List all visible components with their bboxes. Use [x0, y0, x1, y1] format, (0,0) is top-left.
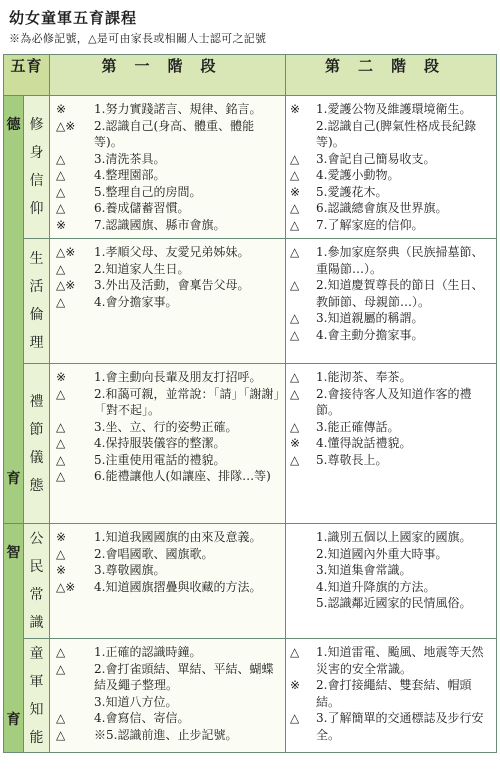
page-title: 幼女童軍五育課程 — [9, 9, 138, 27]
list-item: △ 3.能正確傳話。 — [290, 419, 400, 434]
list-item: 4.知道升降旗的方法。 — [316, 579, 436, 594]
list-item: △ 1.參加家庭祭典（民族掃墓節、重陽節…）。 — [290, 245, 484, 276]
list-item: △ 5.尊敬長上。 — [290, 452, 388, 467]
header-stage-1: 第一階段 — [50, 55, 286, 96]
list-item: △ 2.會打雀頭結、單結、平結、蝴蝶結及繩子整理。 — [56, 661, 274, 692]
list-item: △ 2.知道家人生日。 — [56, 261, 190, 276]
curriculum-table — [3, 54, 497, 753]
stage1-shenghuo — [50, 239, 286, 364]
stage1-gongmin — [50, 524, 286, 639]
list-item: △ 3.坐、立、行的姿勢正確。 — [56, 419, 238, 434]
subject-tongjun: 童 軍 知 能 — [24, 639, 50, 753]
list-item: △ 7.了解家庭的信仰。 — [290, 217, 424, 232]
list-item: 3.知道集會常識。 — [316, 563, 412, 577]
subject-shenghuo: 生 活 倫 理 — [24, 239, 50, 364]
list-item: △ 2.和藹可親，並常說：「請」「謝謝」「對不起」。 — [56, 386, 280, 417]
list-item: △※ 1.孝順父母、友愛兄弟姊妹。 — [56, 245, 250, 259]
subject-lijie: 禮 節 儀 態 — [24, 364, 50, 524]
row-lijie — [4, 364, 497, 524]
list-item: △ 4.會寫信、寄信。 — [56, 711, 190, 725]
list-item: ※ 7.認識國旗、縣市會旗。 — [56, 217, 226, 232]
list-item: △ 6.能禮讓他人(如讓座、排隊…等) — [56, 469, 271, 483]
list-item: ※ 1.知道我國國旗的由來及意義。 — [56, 530, 262, 544]
domain-char-de: 德 — [6, 117, 21, 133]
stage2-shenghuo — [286, 239, 497, 364]
list-item: △ 2.會接待客人及知道作客的禮節。 — [290, 386, 472, 417]
row-xiushen — [4, 96, 497, 239]
list-item: △ 1.正確的認識時鐘。 — [56, 645, 202, 659]
list-item: △ 4.會分擔家事。 — [56, 294, 178, 309]
list-item: △ 2.知道慶賀尊長的節日（生日、教師節、母親節…）。 — [290, 278, 484, 309]
list-item: △※ 3.外出及活動，會稟告父母。 — [56, 278, 250, 292]
stage1-tongjun — [50, 639, 286, 753]
list-item: 3.知道八方位。 — [94, 694, 178, 709]
stage2-xiushen — [286, 96, 497, 239]
list-item: △※ 2.認識自己(身高、體重、體能等)。 — [56, 118, 255, 149]
list-item: ※ 1.努力實踐諾言、規律、銘言。 — [56, 102, 262, 116]
list-item: △ 4.整理園部。 — [56, 168, 166, 182]
list-item: ※ 1.會主動向長輩及朋友打招呼。 — [56, 370, 262, 384]
header-row — [4, 55, 497, 96]
list-item: △ 3.清洗茶具。 — [56, 151, 166, 166]
list-item: ※ 1.愛護公物及維護環境衛生。 — [290, 102, 472, 116]
list-item: △ 1.能沏茶、奉茶。 — [290, 370, 412, 384]
list-item: △ 5.整理自己的房間。 — [56, 184, 202, 199]
list-item: △ 4.會主動分擔家事。 — [290, 327, 424, 342]
domain-char-zhi: 智 — [6, 545, 21, 561]
subject-gongmin: 公 民 常 識 — [24, 524, 50, 639]
legend-note: ※為必修記號，△是可由家長或相關人士認可之記號 — [9, 32, 267, 45]
list-item: △※ 4.知道國旗摺疊與收藏的方法。 — [56, 579, 262, 594]
list-item: ※ 3.尊敬國旗。 — [56, 563, 166, 577]
list-item: △ 6.養成儲蓄習慣。 — [56, 201, 190, 215]
list-item: △ 6.認識總會旗及世界旗。 — [290, 201, 448, 215]
list-item: △ 3.知道親屬的稱謂。 — [290, 311, 424, 325]
list-item: △ 2.會唱國歌、國旗歌。 — [56, 546, 214, 561]
stage2-gongmin — [286, 524, 497, 639]
stage2-lijie — [286, 364, 497, 524]
domain-deyu — [4, 96, 24, 524]
list-item: △ ※5.認識前進、止步記號。 — [56, 727, 238, 742]
row-shenghuo — [4, 239, 497, 364]
domain-char-yu2: 育 — [6, 712, 21, 728]
header-stage-2: 第二階段 — [286, 55, 497, 96]
header-wuyu: 五育 — [4, 55, 50, 96]
list-item: △ 3.了解簡單的交通標誌及步行安全。 — [290, 711, 484, 742]
list-item: ※ 2.會打接繩結、雙套結、帽頭結。 — [290, 678, 472, 709]
list-item: 2.認識自己(脾氣性格成長紀錄等)。 — [316, 118, 477, 149]
list-item: △ 3.會記自己簡易收支。 — [290, 151, 436, 166]
list-item: △ 4.愛護小動物。 — [290, 168, 400, 182]
stage1-xiushen — [50, 96, 286, 239]
list-item: 5.認識鄰近國家的民情風俗。 — [316, 596, 472, 610]
list-item: 2.知道國內外重大時事。 — [316, 546, 448, 561]
list-item: △ 5.注重使用電話的禮貌。 — [56, 452, 226, 467]
subject-xiushen: 修 身 信 仰 — [24, 96, 50, 239]
stage2-tongjun — [286, 639, 497, 753]
domain-zhiyu — [4, 524, 24, 753]
row-gongmin — [4, 524, 497, 639]
stage1-lijie — [50, 364, 286, 524]
row-tongjun — [4, 639, 497, 753]
domain-char-yu: 育 — [6, 471, 21, 487]
list-item: 1.識別五個以上國家的國旗。 — [316, 530, 472, 544]
list-item: ※ 5.愛護花木。 — [290, 184, 388, 199]
list-item: △ 4.保持服裝儀容的整潔。 — [56, 436, 226, 450]
list-item: ※ 4.懂得說話禮貌。 — [290, 436, 412, 450]
list-item: △ 1.知道雷電、颱風、地震等天然災害的安全常識。 — [290, 645, 484, 676]
